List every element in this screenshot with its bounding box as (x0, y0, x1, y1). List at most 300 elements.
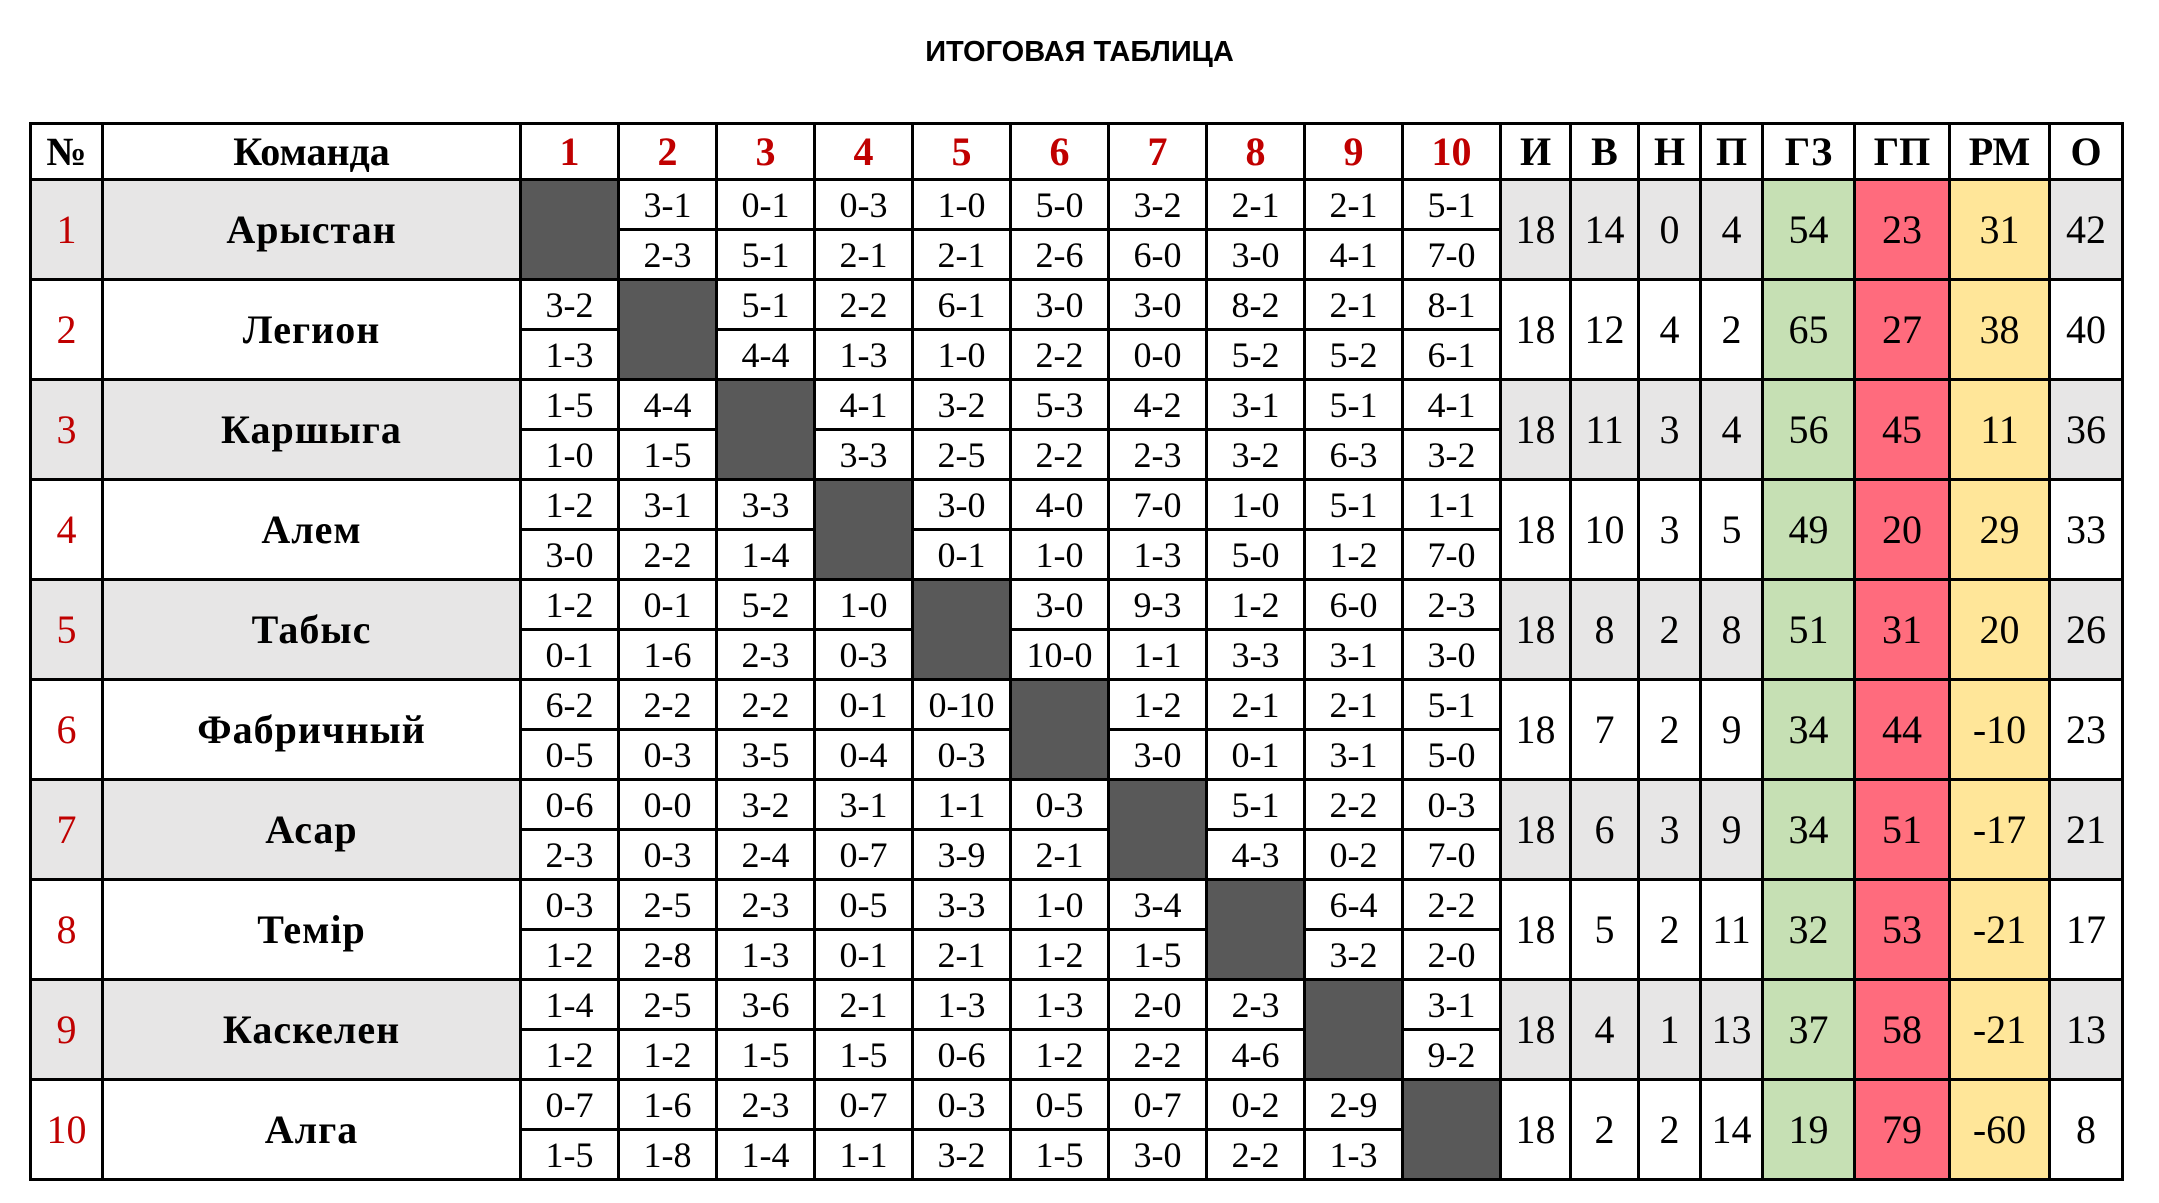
score-second-leg: 1-5 (1109, 930, 1207, 980)
score-second-leg: 2-2 (1109, 1030, 1207, 1080)
stat-wins: 8 (1571, 580, 1639, 680)
score-first-leg: 3-0 (1109, 280, 1207, 330)
score-first-leg: 1-0 (913, 180, 1011, 230)
score-second-leg: 2-4 (717, 830, 815, 880)
stat-draws: 3 (1639, 780, 1701, 880)
stat-goals-against: 20 (1855, 480, 1950, 580)
score-second-leg: 4-1 (1305, 230, 1403, 280)
score-second-leg: 2-2 (1011, 430, 1109, 480)
score-second-leg: 7-0 (1403, 230, 1501, 280)
score-second-leg: 2-6 (1011, 230, 1109, 280)
score-second-leg: 0-1 (521, 630, 619, 680)
score-first-leg: 2-2 (717, 680, 815, 730)
table-row (31, 980, 2123, 1030)
score-first-leg: 5-1 (1305, 380, 1403, 430)
score-first-leg: 3-3 (913, 880, 1011, 930)
team-name: Каршыга (103, 380, 521, 480)
score-second-leg: 3-3 (815, 430, 913, 480)
header-row (31, 124, 2123, 180)
stat-draws: 1 (1639, 980, 1701, 1080)
score-second-leg: 2-2 (619, 530, 717, 580)
score-second-leg: 6-3 (1305, 430, 1403, 480)
score-second-leg: 3-0 (1403, 630, 1501, 680)
diagonal-cell (815, 480, 913, 580)
score-second-leg: 5-2 (1207, 330, 1305, 380)
score-second-leg: 3-0 (521, 530, 619, 580)
score-first-leg: 2-3 (1207, 980, 1305, 1030)
score-second-leg: 2-2 (1207, 1130, 1305, 1180)
score-second-leg: 3-2 (1207, 430, 1305, 480)
diagonal-cell (913, 580, 1011, 680)
stat-losses: 8 (1701, 580, 1763, 680)
score-first-leg: 4-1 (815, 380, 913, 430)
stat-draws: 2 (1639, 680, 1701, 780)
stat-goals-against: 31 (1855, 580, 1950, 680)
stat-losses: 9 (1701, 680, 1763, 780)
score-second-leg: 0-1 (1207, 730, 1305, 780)
score-first-leg: 4-2 (1109, 380, 1207, 430)
score-second-leg: 4-4 (717, 330, 815, 380)
score-first-leg: 2-3 (1403, 580, 1501, 630)
score-first-leg: 1-3 (1011, 980, 1109, 1030)
score-first-leg: 2-1 (1305, 280, 1403, 330)
score-second-leg: 2-3 (717, 630, 815, 680)
stat-goal-diff: -10 (1950, 680, 2050, 780)
header-opponent: 10 (1403, 124, 1501, 180)
stat-goals-for: 65 (1763, 280, 1855, 380)
score-first-leg: 1-1 (1403, 480, 1501, 530)
header-games: И (1501, 124, 1571, 180)
header-draws: Н (1639, 124, 1701, 180)
score-second-leg: 6-1 (1403, 330, 1501, 380)
score-second-leg: 2-3 (521, 830, 619, 880)
score-second-leg: 1-2 (1011, 930, 1109, 980)
diagonal-cell (619, 280, 717, 380)
score-second-leg: 2-1 (815, 230, 913, 280)
score-second-leg: 0-6 (913, 1030, 1011, 1080)
score-second-leg: 3-2 (1403, 430, 1501, 480)
score-first-leg: 3-6 (717, 980, 815, 1030)
score-first-leg: 1-5 (521, 380, 619, 430)
score-first-leg: 3-0 (913, 480, 1011, 530)
score-second-leg: 1-0 (913, 330, 1011, 380)
stat-goals-against: 23 (1855, 180, 1950, 280)
score-second-leg: 1-2 (619, 1030, 717, 1080)
score-first-leg: 0-7 (815, 1080, 913, 1130)
score-first-leg: 0-1 (717, 180, 815, 230)
score-first-leg: 5-2 (717, 580, 815, 630)
score-second-leg: 2-0 (1403, 930, 1501, 980)
score-second-leg: 3-1 (1305, 630, 1403, 680)
score-first-leg: 0-2 (1207, 1080, 1305, 1130)
stat-goals-against: 45 (1855, 380, 1950, 480)
team-name: Легион (103, 280, 521, 380)
score-first-leg: 8-1 (1403, 280, 1501, 330)
stat-draws: 4 (1639, 280, 1701, 380)
header-opponent: 3 (717, 124, 815, 180)
stat-games: 18 (1501, 480, 1571, 580)
stat-losses: 5 (1701, 480, 1763, 580)
score-first-leg: 3-2 (1109, 180, 1207, 230)
score-first-leg: 2-2 (1305, 780, 1403, 830)
stat-goals-for: 51 (1763, 580, 1855, 680)
score-second-leg: 1-4 (717, 530, 815, 580)
score-first-leg: 5-1 (717, 280, 815, 330)
score-second-leg: 1-3 (1109, 530, 1207, 580)
score-first-leg: 6-0 (1305, 580, 1403, 630)
stat-goals-for: 49 (1763, 480, 1855, 580)
score-first-leg: 1-3 (913, 980, 1011, 1030)
stat-wins: 6 (1571, 780, 1639, 880)
team-name: Арыстан (103, 180, 521, 280)
score-first-leg: 2-5 (619, 980, 717, 1030)
diagonal-cell (717, 380, 815, 480)
score-first-leg: 4-0 (1011, 480, 1109, 530)
score-first-leg: 2-1 (1305, 680, 1403, 730)
stat-draws: 2 (1639, 880, 1701, 980)
score-first-leg: 0-3 (1403, 780, 1501, 830)
stat-draws: 2 (1639, 580, 1701, 680)
score-second-leg: 5-0 (1207, 530, 1305, 580)
score-first-leg: 1-1 (913, 780, 1011, 830)
score-first-leg: 0-1 (815, 680, 913, 730)
score-first-leg: 2-1 (815, 980, 913, 1030)
table-row (31, 880, 2123, 930)
stat-wins: 4 (1571, 980, 1639, 1080)
score-first-leg: 1-0 (1011, 880, 1109, 930)
score-first-leg: 3-2 (717, 780, 815, 830)
stat-games: 18 (1501, 180, 1571, 280)
score-second-leg: 1-1 (815, 1130, 913, 1180)
score-second-leg: 2-1 (1011, 830, 1109, 880)
score-second-leg: 0-3 (913, 730, 1011, 780)
score-first-leg: 3-1 (1403, 980, 1501, 1030)
score-first-leg: 0-3 (521, 880, 619, 930)
score-second-leg: 0-2 (1305, 830, 1403, 880)
score-second-leg: 2-2 (1011, 330, 1109, 380)
score-first-leg: 2-1 (1207, 180, 1305, 230)
stat-losses: 11 (1701, 880, 1763, 980)
score-second-leg: 1-5 (717, 1030, 815, 1080)
header-opponent: 8 (1207, 124, 1305, 180)
score-second-leg: 2-8 (619, 930, 717, 980)
score-first-leg: 0-7 (521, 1080, 619, 1130)
table-row (31, 780, 2123, 830)
score-second-leg: 3-0 (1109, 1130, 1207, 1180)
score-first-leg: 3-1 (815, 780, 913, 830)
score-first-leg: 7-0 (1109, 480, 1207, 530)
team-position: 1 (31, 180, 103, 280)
score-first-leg: 1-2 (521, 580, 619, 630)
diagonal-cell (1207, 880, 1305, 980)
score-first-leg: 3-2 (521, 280, 619, 330)
stat-wins: 11 (1571, 380, 1639, 480)
score-second-leg: 0-3 (815, 630, 913, 680)
score-second-leg: 1-2 (1011, 1030, 1109, 1080)
team-position: 10 (31, 1080, 103, 1180)
team-name: Каскелен (103, 980, 521, 1080)
score-first-leg: 1-2 (1207, 580, 1305, 630)
stat-losses: 9 (1701, 780, 1763, 880)
score-first-leg: 1-2 (521, 480, 619, 530)
score-second-leg: 0-7 (815, 830, 913, 880)
score-second-leg: 3-9 (913, 830, 1011, 880)
score-second-leg: 0-0 (1109, 330, 1207, 380)
team-position: 7 (31, 780, 103, 880)
score-second-leg: 3-0 (1207, 230, 1305, 280)
score-second-leg: 0-4 (815, 730, 913, 780)
header-goals-against: ГП (1855, 124, 1950, 180)
stat-goal-diff: -17 (1950, 780, 2050, 880)
team-position: 6 (31, 680, 103, 780)
score-second-leg: 2-3 (619, 230, 717, 280)
diagonal-cell (521, 180, 619, 280)
score-second-leg: 2-5 (913, 430, 1011, 480)
stat-wins: 14 (1571, 180, 1639, 280)
score-second-leg: 1-3 (815, 330, 913, 380)
stat-goals-against: 58 (1855, 980, 1950, 1080)
score-first-leg: 2-1 (1207, 680, 1305, 730)
score-first-leg: 5-1 (1403, 680, 1501, 730)
team-position: 8 (31, 880, 103, 980)
diagonal-cell (1011, 680, 1109, 780)
stat-games: 18 (1501, 280, 1571, 380)
stat-goal-diff: 20 (1950, 580, 2050, 680)
stat-goals-for: 32 (1763, 880, 1855, 980)
stat-losses: 13 (1701, 980, 1763, 1080)
diagonal-cell (1305, 980, 1403, 1080)
stat-points: 42 (2050, 180, 2123, 280)
stat-goals-against: 53 (1855, 880, 1950, 980)
score-first-leg: 1-2 (1109, 680, 1207, 730)
score-second-leg: 1-3 (1305, 1130, 1403, 1180)
stat-goal-diff: -60 (1950, 1080, 2050, 1180)
score-second-leg: 3-3 (1207, 630, 1305, 680)
stat-goal-diff: 29 (1950, 480, 2050, 580)
score-first-leg: 0-7 (1109, 1080, 1207, 1130)
score-second-leg: 0-3 (619, 730, 717, 780)
stat-points: 8 (2050, 1080, 2123, 1180)
score-second-leg: 5-2 (1305, 330, 1403, 380)
stat-goals-for: 34 (1763, 680, 1855, 780)
score-second-leg: 3-2 (913, 1130, 1011, 1180)
header-team: Команда (103, 124, 521, 180)
score-first-leg: 6-1 (913, 280, 1011, 330)
table-row (31, 580, 2123, 630)
score-first-leg: 2-2 (619, 680, 717, 730)
stat-draws: 0 (1639, 180, 1701, 280)
team-position: 3 (31, 380, 103, 480)
score-second-leg: 3-5 (717, 730, 815, 780)
score-second-leg: 1-0 (1011, 530, 1109, 580)
stat-games: 18 (1501, 380, 1571, 480)
score-second-leg: 1-5 (619, 430, 717, 480)
stat-games: 18 (1501, 980, 1571, 1080)
stat-points: 17 (2050, 880, 2123, 980)
score-first-leg: 1-4 (521, 980, 619, 1030)
score-first-leg: 2-2 (1403, 880, 1501, 930)
page-title: ИТОГОВАЯ ТАБЛИЦА (925, 36, 1234, 68)
score-second-leg: 9-2 (1403, 1030, 1501, 1080)
team-position: 5 (31, 580, 103, 680)
score-first-leg: 5-1 (1403, 180, 1501, 230)
header-opponent: 5 (913, 124, 1011, 180)
score-first-leg: 0-3 (815, 180, 913, 230)
stat-wins: 2 (1571, 1080, 1639, 1180)
stat-games: 18 (1501, 780, 1571, 880)
score-second-leg: 0-1 (913, 530, 1011, 580)
score-second-leg: 1-5 (521, 1130, 619, 1180)
stat-points: 13 (2050, 980, 2123, 1080)
score-first-leg: 0-3 (1011, 780, 1109, 830)
stat-wins: 10 (1571, 480, 1639, 580)
diagonal-cell (1109, 780, 1207, 880)
score-second-leg: 2-1 (913, 930, 1011, 980)
score-second-leg: 1-2 (521, 1030, 619, 1080)
score-second-leg: 3-1 (1305, 730, 1403, 780)
score-second-leg: 1-4 (717, 1130, 815, 1180)
score-second-leg: 3-2 (1305, 930, 1403, 980)
header-opponent: 1 (521, 124, 619, 180)
score-second-leg: 2-3 (1109, 430, 1207, 480)
score-second-leg: 1-2 (1305, 530, 1403, 580)
score-second-leg: 10-0 (1011, 630, 1109, 680)
score-first-leg: 4-4 (619, 380, 717, 430)
score-first-leg: 2-0 (1109, 980, 1207, 1030)
score-second-leg: 4-6 (1207, 1030, 1305, 1080)
score-first-leg: 0-10 (913, 680, 1011, 730)
header-num: № (31, 124, 103, 180)
stat-goal-diff: 38 (1950, 280, 2050, 380)
score-second-leg: 1-6 (619, 630, 717, 680)
score-first-leg: 5-1 (1207, 780, 1305, 830)
score-first-leg: 4-1 (1403, 380, 1501, 430)
score-first-leg: 0-6 (521, 780, 619, 830)
score-first-leg: 0-0 (619, 780, 717, 830)
stat-goals-against: 44 (1855, 680, 1950, 780)
score-second-leg: 1-5 (1011, 1130, 1109, 1180)
score-second-leg: 3-0 (1109, 730, 1207, 780)
diagonal-cell (1403, 1080, 1501, 1180)
score-first-leg: 8-2 (1207, 280, 1305, 330)
stat-goal-diff: 31 (1950, 180, 2050, 280)
score-first-leg: 3-2 (913, 380, 1011, 430)
stat-wins: 5 (1571, 880, 1639, 980)
table-row (31, 180, 2123, 230)
score-first-leg: 3-3 (717, 480, 815, 530)
score-second-leg: 1-5 (815, 1030, 913, 1080)
stat-points: 36 (2050, 380, 2123, 480)
score-first-leg: 0-5 (1011, 1080, 1109, 1130)
stat-goal-diff: -21 (1950, 980, 2050, 1080)
score-first-leg: 2-2 (815, 280, 913, 330)
score-first-leg: 6-4 (1305, 880, 1403, 930)
team-position: 2 (31, 280, 103, 380)
team-name: Алга (103, 1080, 521, 1180)
stat-goals-for: 54 (1763, 180, 1855, 280)
score-first-leg: 3-4 (1109, 880, 1207, 930)
score-second-leg: 0-1 (815, 930, 913, 980)
team-name: Алем (103, 480, 521, 580)
header-losses: П (1701, 124, 1763, 180)
header-goal-diff: РМ (1950, 124, 2050, 180)
score-first-leg: 2-1 (1305, 180, 1403, 230)
score-first-leg: 9-3 (1109, 580, 1207, 630)
header-opponent: 7 (1109, 124, 1207, 180)
score-second-leg: 2-1 (913, 230, 1011, 280)
stat-wins: 12 (1571, 280, 1639, 380)
stat-games: 18 (1501, 1080, 1571, 1180)
header-opponent: 6 (1011, 124, 1109, 180)
score-second-leg: 7-0 (1403, 830, 1501, 880)
header-goals-for: ГЗ (1763, 124, 1855, 180)
stat-points: 21 (2050, 780, 2123, 880)
team-name: Асар (103, 780, 521, 880)
score-first-leg: 3-1 (1207, 380, 1305, 430)
standings-table (29, 122, 2124, 1181)
score-first-leg: 0-5 (815, 880, 913, 930)
stat-goals-for: 37 (1763, 980, 1855, 1080)
stat-losses: 4 (1701, 180, 1763, 280)
team-position: 4 (31, 480, 103, 580)
score-first-leg: 3-0 (1011, 580, 1109, 630)
score-first-leg: 3-1 (619, 180, 717, 230)
stat-points: 23 (2050, 680, 2123, 780)
score-first-leg: 1-6 (619, 1080, 717, 1130)
stat-games: 18 (1501, 880, 1571, 980)
score-second-leg: 1-1 (1109, 630, 1207, 680)
score-second-leg: 1-0 (521, 430, 619, 480)
score-second-leg: 5-0 (1403, 730, 1501, 780)
score-second-leg: 0-3 (619, 830, 717, 880)
stat-goals-against: 79 (1855, 1080, 1950, 1180)
stat-games: 18 (1501, 580, 1571, 680)
score-first-leg: 6-2 (521, 680, 619, 730)
header-points: О (2050, 124, 2123, 180)
stat-losses: 14 (1701, 1080, 1763, 1180)
table-row (31, 680, 2123, 730)
score-second-leg: 6-0 (1109, 230, 1207, 280)
stat-points: 33 (2050, 480, 2123, 580)
table-row (31, 280, 2123, 330)
score-second-leg: 1-3 (717, 930, 815, 980)
header-wins: В (1571, 124, 1639, 180)
score-first-leg: 0-3 (913, 1080, 1011, 1130)
stat-losses: 2 (1701, 280, 1763, 380)
team-name: Фабричный (103, 680, 521, 780)
score-first-leg: 0-1 (619, 580, 717, 630)
stat-draws: 3 (1639, 380, 1701, 480)
score-first-leg: 5-3 (1011, 380, 1109, 430)
stat-goals-for: 34 (1763, 780, 1855, 880)
score-second-leg: 1-8 (619, 1130, 717, 1180)
score-second-leg: 7-0 (1403, 530, 1501, 580)
team-name: Темір (103, 880, 521, 980)
stat-draws: 3 (1639, 480, 1701, 580)
stat-goals-against: 27 (1855, 280, 1950, 380)
table-row (31, 380, 2123, 430)
score-first-leg: 1-0 (815, 580, 913, 630)
score-first-leg: 2-5 (619, 880, 717, 930)
score-second-leg: 4-3 (1207, 830, 1305, 880)
stat-goal-diff: 11 (1950, 380, 2050, 480)
score-first-leg: 2-9 (1305, 1080, 1403, 1130)
stat-losses: 4 (1701, 380, 1763, 480)
score-second-leg: 0-5 (521, 730, 619, 780)
stat-points: 40 (2050, 280, 2123, 380)
score-first-leg: 5-0 (1011, 180, 1109, 230)
score-first-leg: 1-0 (1207, 480, 1305, 530)
